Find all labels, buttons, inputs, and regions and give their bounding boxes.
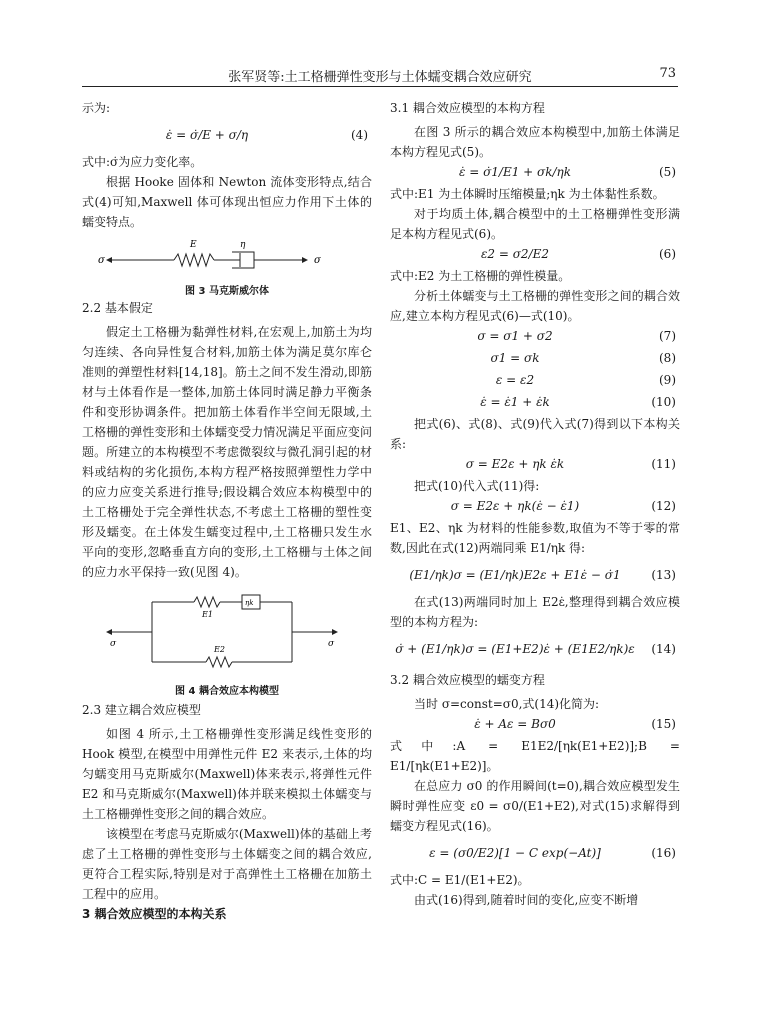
equation-number: (9) [659,373,676,387]
equation-number: (11) [651,457,676,471]
equation-formula: ε̇ = ε̇1 + ε̇k [480,395,550,409]
equation-formula: σ = E2ε + ηk ε̇k [465,457,565,471]
paragraph: 示为: [82,101,111,115]
equation-formula: ε = (σ0/E2)[1 − C exp(−At)] [429,846,601,860]
paragraph: 分析土体蠕变与土工格栅的弹性变形之间的耦合效应,建立本构方程见式(6)—式(10)。 [390,289,680,323]
paragraph: 该模型在考虑马克斯威尔(Maxwell)体的基础上考虑了土工格栅的弹性变形与土体蠕变之间的耦合效应,更符合工程实际,特别是对于高弹性土工格栅在加筋土工程中的应用。 [82,827,372,901]
equation-9 [390,370,680,392]
equation-formula: σ = E2ε + ηk(ε̇ − ε̇1) [450,499,580,513]
equation-16 [390,836,680,870]
left-column [82,98,372,924]
equation-number: (16) [651,846,676,860]
equation-5 [390,162,680,184]
equation-number: (12) [651,499,676,513]
coupled-model-diagram [82,590,372,676]
equation-formula: ε̇ = σ̇1/E1 + σk/ηk [458,165,572,179]
paragraph: 在图 3 所示的耦合效应本构模型中,加筋土体满足本构方程见式(5)。 [390,125,680,159]
equation-formula: σ1 = σk [490,351,540,365]
equation-number: (15) [651,717,676,731]
equation-number: (8) [659,351,676,365]
page-header [82,64,678,87]
page-number: 73 [659,66,676,81]
section-heading: 2.2 基本假定 [82,301,153,315]
equation-formula: ε̇ = σ̇/E + σ/η [165,128,249,142]
paragraph: 如图 4 所示,土工格栅弹性变形满足线性变形的 Hook 模型,在模型中用弹性元件 E2 来表示,土体的均匀蠕变用马克斯威尔(Maxwell)体来表示,将弹性元件 E2 和马克斯威尔(Maxwell)体并联来模拟土体蠕变与土工格栅弹性变形之间的耦合效应。 [82,727,372,821]
paragraph: 把式(6)、式(8)、式(9)代入式(7)得到以下本构关系: [390,417,680,451]
equation-15 [390,714,680,736]
sigma-label: σ [98,255,105,266]
spring-label-e2: E2 [214,645,225,654]
spring-label-e: E [190,240,197,250]
equation-number: (14) [651,642,676,656]
paragraph: 式中:E2 为土工格栅的弹性模量。 [390,269,571,283]
spring-label-e1: E1 [202,610,213,619]
paragraph: 假定土工格栅为黏弹性材料,在宏观上,加筋土为均匀连续、各向异性复合材料,加筋土体为满足莫尔库仑准则的弹塑性材料[14,18]。筋土之间不发生滑动,即筋材与土体看作是一整体,加筋土体同时满足静力平衡条件和变形协调条件。把加筋土体看作半空间无限域,土工格栅的弹性变形和土体蠕变受力情况满足平面应变问题。所建立的本构模型不考虑微裂纹与微孔洞引起的材料或结构的劣化损伤,本构方程严格按照弹塑性力学中的应力应变关系进行推导;假设耦合效应本构模型中的土工格栅处于完全弹性状态,不考虑土工格栅的塑性变形及蠕变。在土体发生蠕变过程中,土工格栅只发生水平向的变形,忽略垂直方向的变形,土工格栅与土体之间的应力水平保持一致(见图 4)。 [82,325,372,579]
equation-formula: σ = σ1 + σ2 [477,329,553,343]
running-title: 张军贤等:土工格栅弹性变形与土体蠕变耦合效应研究 [228,70,532,85]
figure-caption: 图 3 马克斯威尔体 [185,286,269,297]
figure-4 [82,590,372,696]
sigma-label: σ [328,639,335,649]
equation-13 [390,558,680,592]
equation-number: (7) [659,329,676,343]
figure-caption: 图 4 耦合效应本构模型 [175,686,279,697]
equation-formula: (E1/ηk)σ = (E1/ηk)E2ε + E1ε̇ − σ̇1 [409,568,621,582]
equation-formula: σ̇ + (E1/ηk)σ = (E1+E2)ε̇ + (E1E2/ηk)ε [395,642,635,656]
equation-number: (5) [659,165,676,179]
sigma-label: σ [110,639,117,649]
equation-formula: ε = ε2 [495,373,535,387]
paragraph: 式中:C = E1/(E1+E2)。 [390,873,530,887]
section-heading: 3.2 耦合效应模型的蠕变方程 [390,673,545,687]
paragraph: 式中:E1 为土体瞬时压缩模量;ηk 为土体黏性系数。 [390,187,665,201]
figure-3 [82,236,372,297]
sigma-label: σ [314,255,321,266]
maxwell-diagram [82,236,372,276]
paragraph: 根据 Hooke 固体和 Newton 流体变形特点,结合式(4)可知,Maxwell 体可体现出恒应力作用下土体的蠕变特点。 [82,175,372,229]
paragraph: 当时 σ=const=σ0,式(14)化简为: [414,697,600,711]
paragraph: 对于均质土体,耦合模型中的土工格栅弹性变形满足本构方程见式(6)。 [390,207,680,241]
equation-14 [390,632,680,666]
paragraph: 把式(10)代入式(11)得: [414,479,540,493]
paragraph: 在总应力 σ0 的作用瞬间(t=0),耦合效应模型发生瞬时弹性应变 ε0 = σ0/(E1+E2),对式(15)求解得到蠕变方程见式(16)。 [390,779,680,833]
equation-12 [390,496,680,518]
right-column [390,98,680,910]
paragraph: 在式(13)两端同时加上 E2ε̇,整理得到耦合效应模型的本构方程为: [390,595,680,629]
paragraph: 由式(16)得到,随着时间的变化,应变不断增 [414,893,639,907]
equation-formula: ε2 = σ2/E2 [480,247,550,261]
equation-6 [390,244,680,266]
equation-7 [390,326,680,348]
equation-number: (6) [659,247,676,261]
equation-11 [390,454,680,476]
equation-number: (4) [351,128,368,142]
equation-formula: ε̇ + Aε = Bσ0 [474,717,556,731]
equation-4 [82,118,372,152]
dashpot-label-eta: η [240,240,246,250]
section-heading: 3 耦合效应模型的本构关系 [82,907,227,921]
section-heading: 3.1 耦合效应模型的本构方程 [390,101,545,115]
paragraph: 式中:A = E1E2/[ηk(E1+E2)];B = E1/[ηk(E1+E2)]。 [390,739,680,773]
paragraph: E1、E2、ηk 为材料的性能参数,取值为不等于零的常数,因此在式(12)两端同乘 E1/ηk 得: [390,521,680,555]
dashpot-label-eta: ηk [245,599,254,607]
section-heading: 2.3 建立耦合效应模型 [82,703,201,717]
equation-number: (13) [651,568,676,582]
equation-10 [390,392,680,414]
equation-8 [390,348,680,370]
equation-number: (10) [651,395,676,409]
paragraph: 式中:σ̇为应力变化率。 [82,155,203,169]
